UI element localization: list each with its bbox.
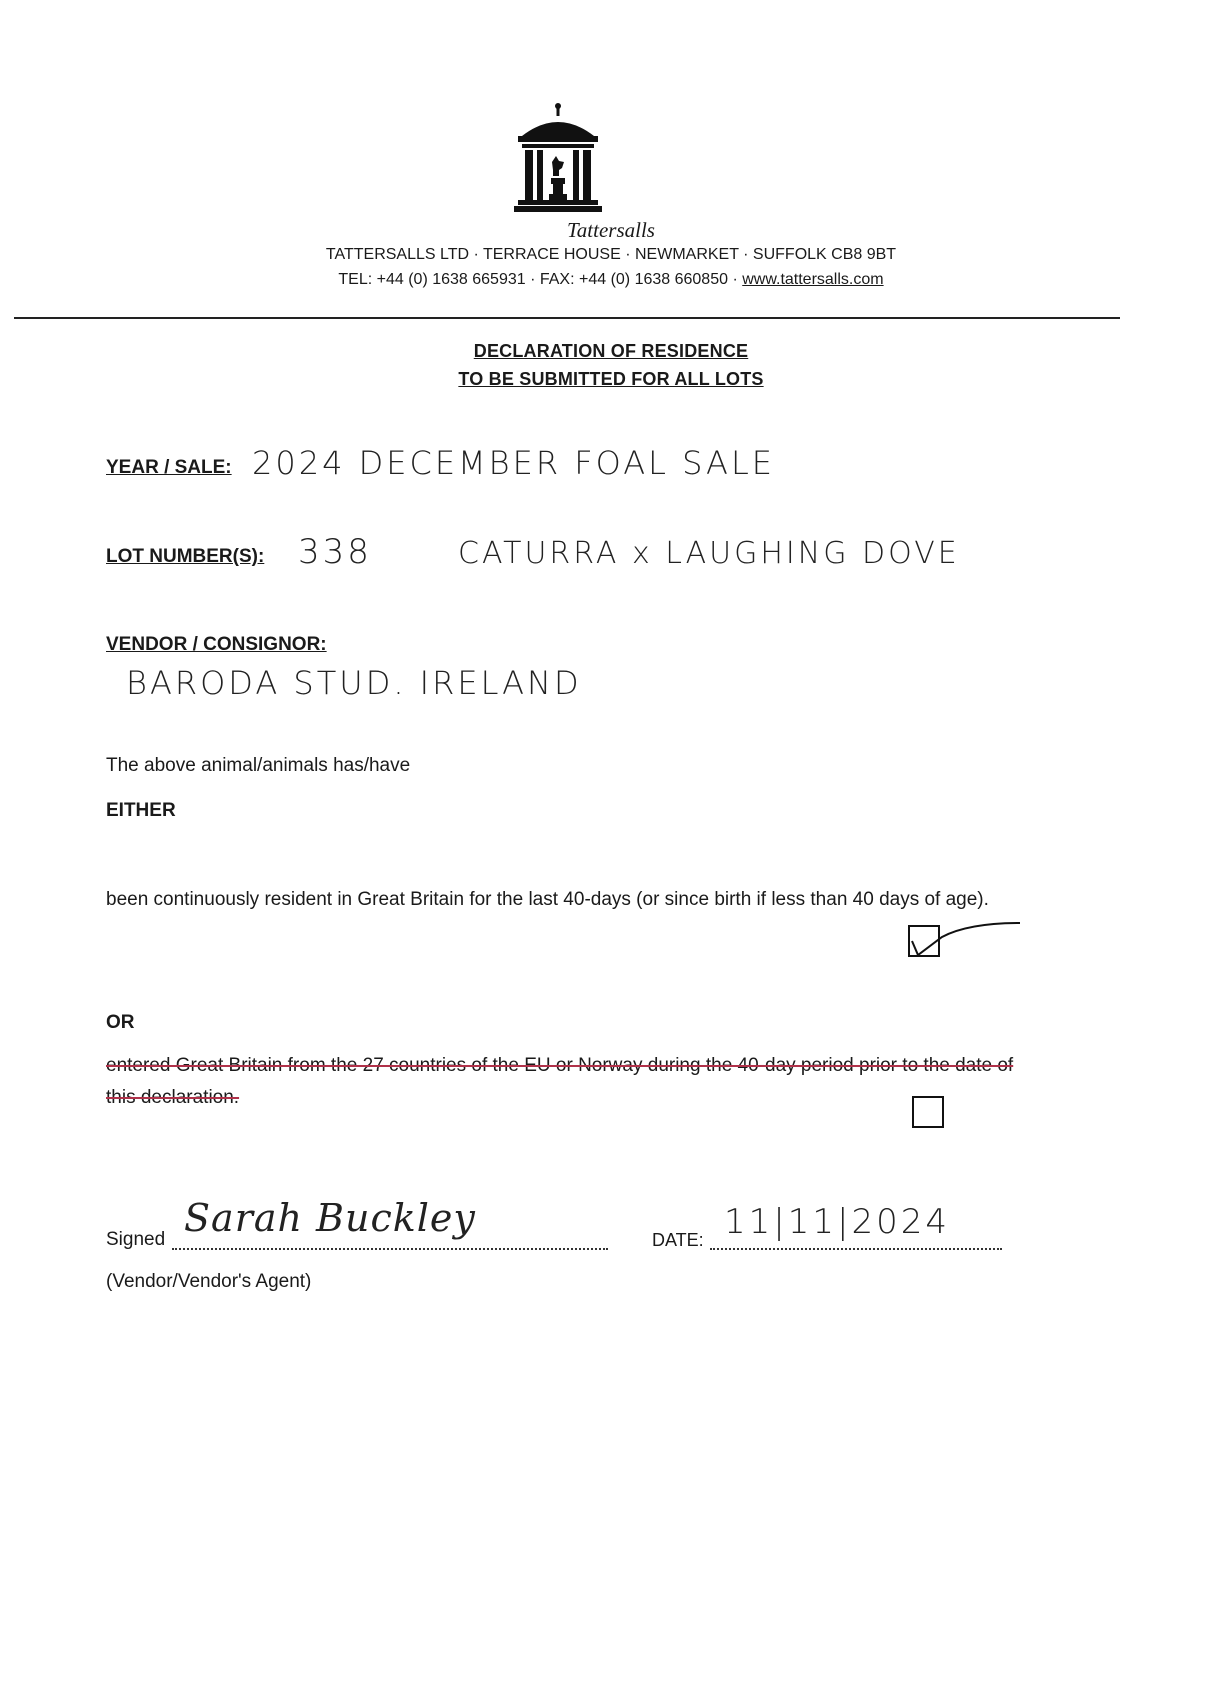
option-entered-checkbox[interactable] xyxy=(912,1096,944,1128)
signer-role: (Vendor/Vendor's Agent) xyxy=(106,1271,312,1292)
either-label: EITHER xyxy=(106,800,176,821)
brand-name: Tattersalls xyxy=(567,218,655,242)
year-sale-label: YEAR / SALE: xyxy=(106,457,232,478)
date-line xyxy=(710,1248,1002,1250)
check-mark-icon xyxy=(908,915,1018,955)
website-link[interactable]: www.tattersalls.com xyxy=(742,271,884,288)
signed-label: Signed xyxy=(106,1229,166,1250)
option-resident-checkbox[interactable] xyxy=(908,925,940,957)
statement-intro: The above animal/animals has/have xyxy=(106,755,411,776)
lot-description-value[interactable]: CATURRA x LAUGHING DOVE xyxy=(458,536,960,571)
year-sale-value[interactable]: 2024 DECEMBER FOAL SALE xyxy=(252,444,775,482)
company-address: TATTERSALLS LTD · TERRACE HOUSE · NEWMARKET · SUFFOLK CB8 9BT xyxy=(325,246,897,263)
date-label: DATE: xyxy=(652,1230,704,1250)
option-resident-text: been continuously resident in Great Britain for the last 40-days (or since birth if less than 40 days of age). xyxy=(106,889,989,910)
header-divider xyxy=(14,317,1120,319)
form-subtitle: TO BE SUBMITTED FOR ALL LOTS xyxy=(458,369,764,389)
date-value[interactable]: 11|11|2024 xyxy=(724,1202,950,1242)
contact-line xyxy=(0,271,1222,289)
vendor-label: VENDOR / CONSIGNOR: xyxy=(106,634,327,655)
phone-fax: TEL: +44 (0) 1638 665931 · FAX: +44 (0) 1638 660850 · xyxy=(338,271,743,288)
form-title: DECLARATION OF RESIDENCE xyxy=(473,341,749,361)
option-entered-text: entered Great Britain from the 27 countries of the EU or Norway during the 40-day period prior to the date of this declaration. xyxy=(106,1055,1014,1108)
lot-number-label: LOT NUMBER(S): xyxy=(106,546,265,567)
tattersalls-logo xyxy=(508,100,608,218)
signature-line xyxy=(172,1248,608,1250)
signature-value[interactable]: Sarah Buckley xyxy=(184,1196,476,1240)
or-label: OR xyxy=(106,1012,135,1033)
lot-number-value[interactable]: 338 xyxy=(298,532,372,572)
vendor-value[interactable]: BARODA STUD. IRELAND xyxy=(126,664,582,702)
